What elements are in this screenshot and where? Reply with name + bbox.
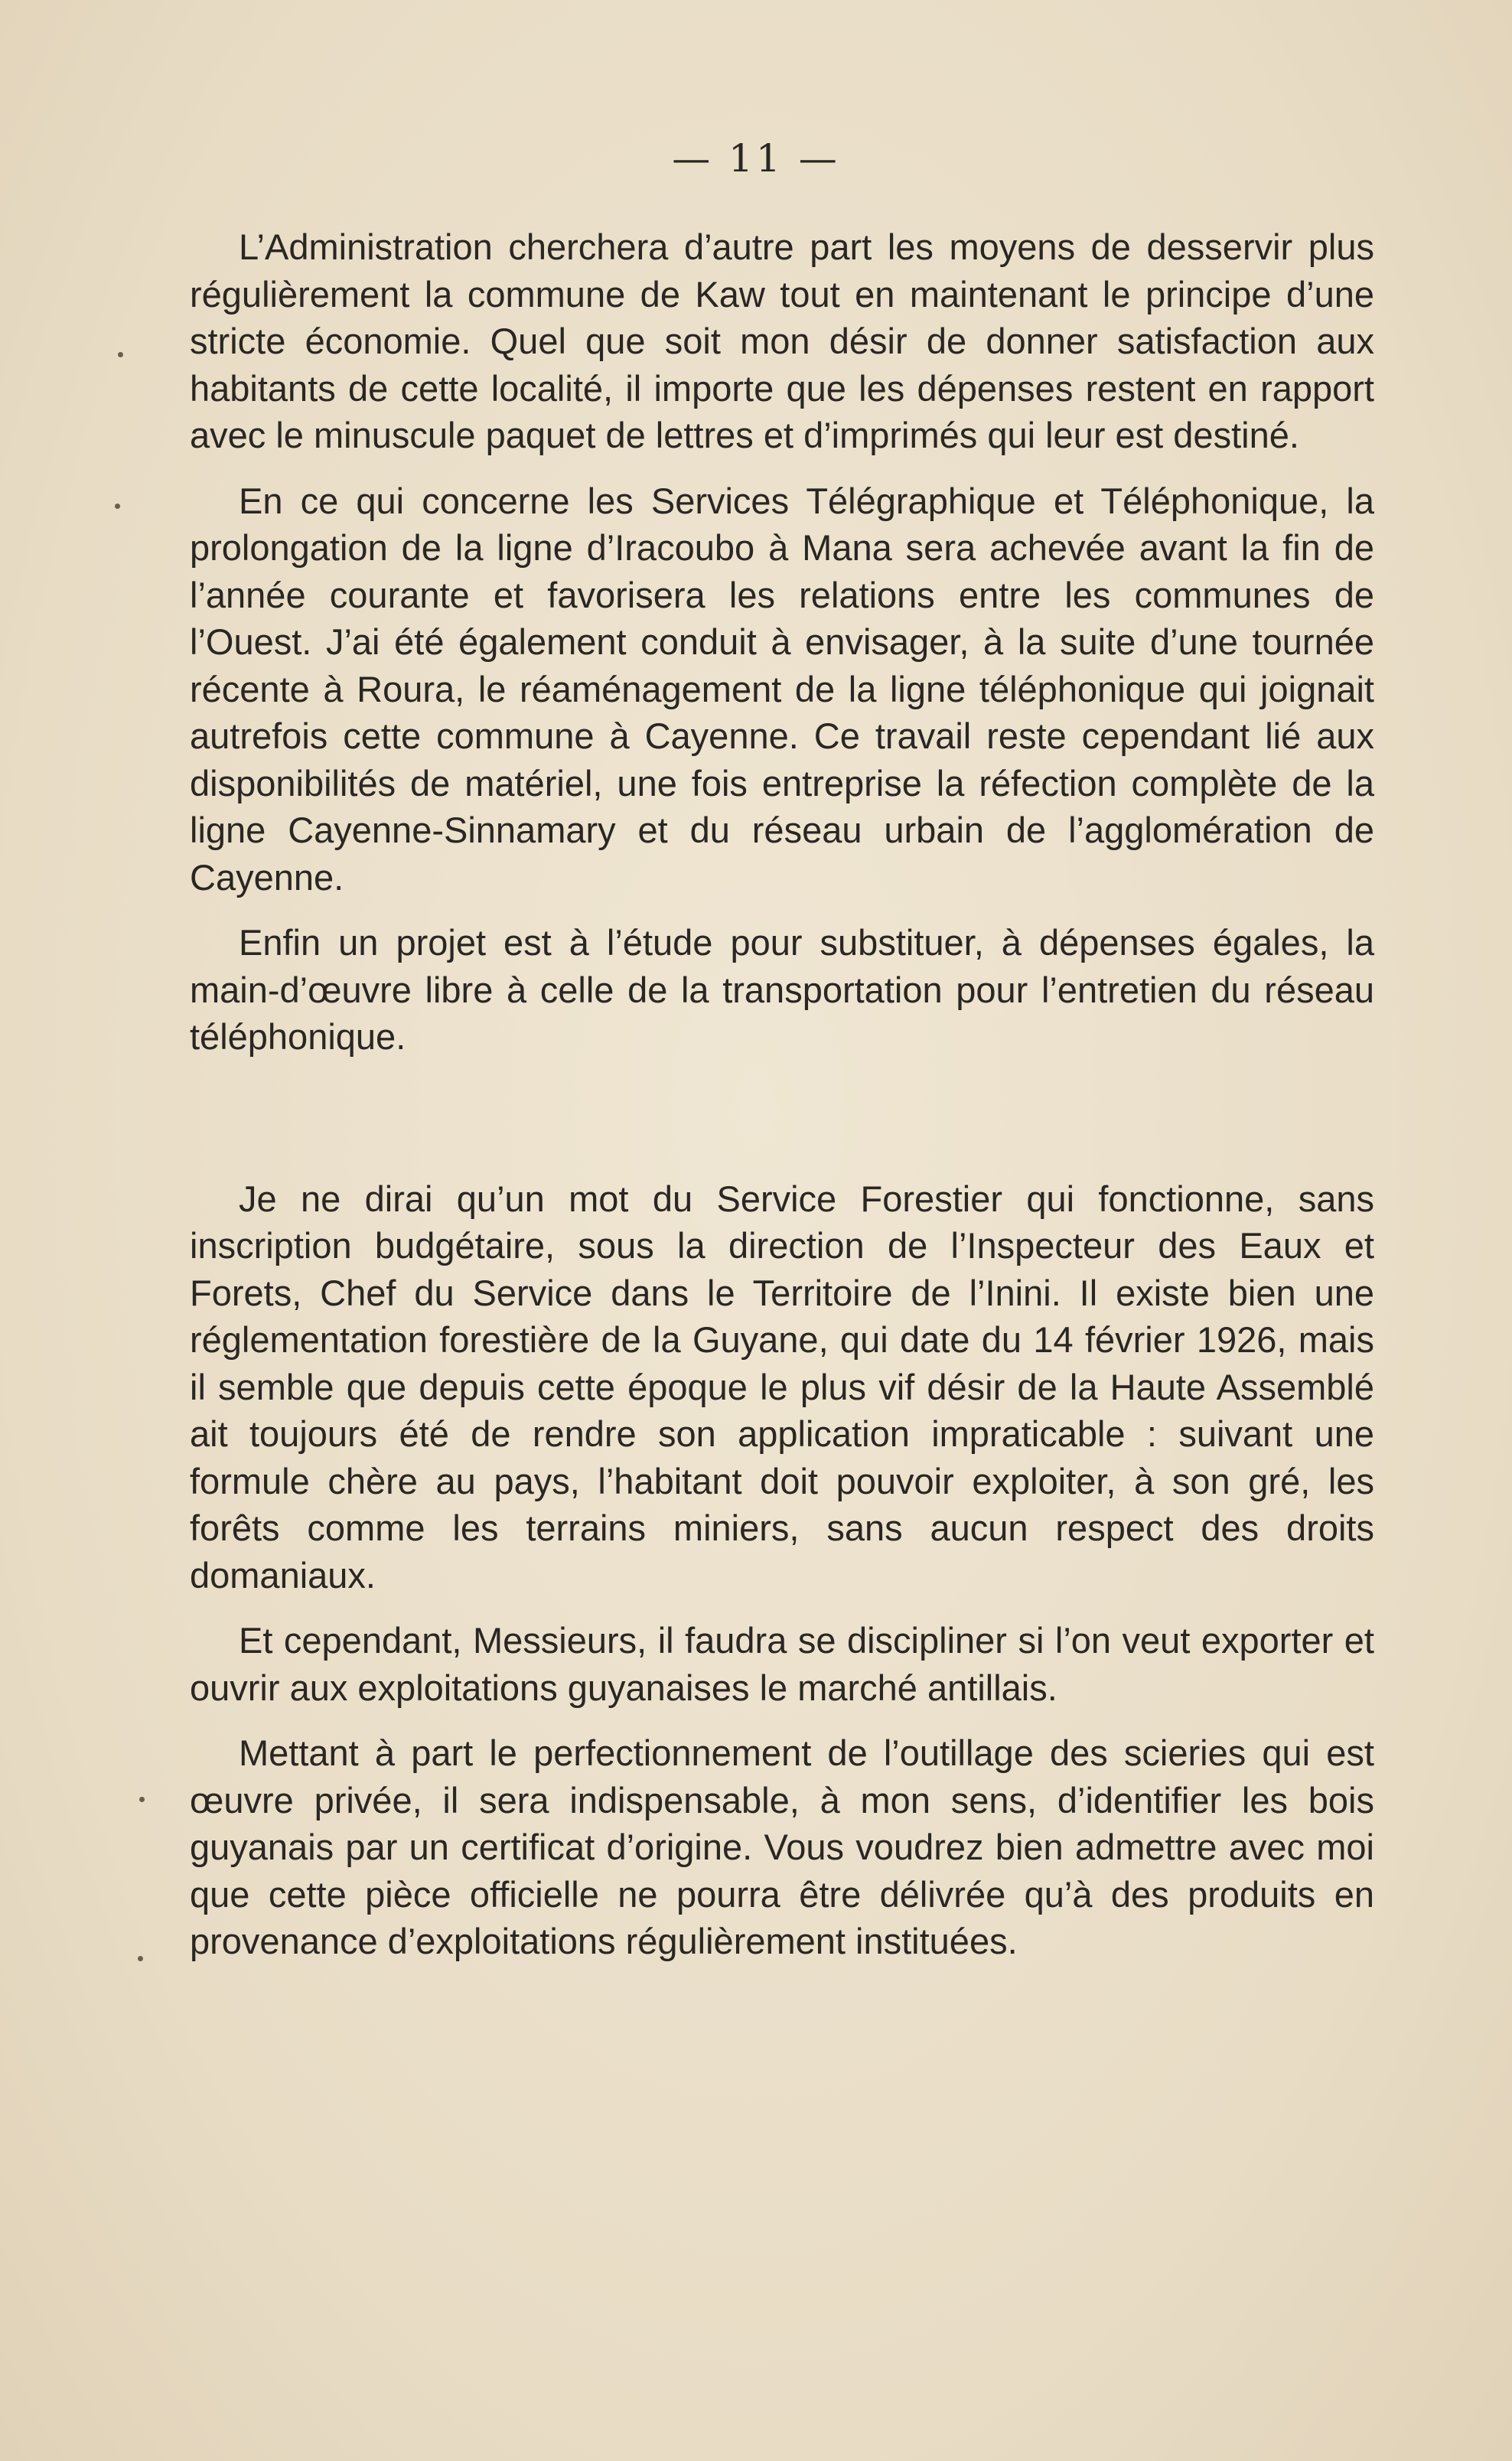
margin-mark <box>115 504 120 509</box>
margin-mark <box>138 1956 143 1961</box>
page-number: — 11 — <box>672 136 840 181</box>
paragraph-telephone-labor: Enfin un projet est à l’étude pour substituer, à dépenses égales, la main-d’œuvre libre à celle de la transportation pour l’entretien du réseau téléphonique. <box>190 922 1374 1057</box>
paragraph-discipline-export: Et cependant, Messieurs, il faudra se discipliner si l’on veut exporter et ouvrir aux exploitations guyanaises le marché antillais. <box>190 1620 1374 1708</box>
paragraph-kaw-mail: L’Administration cherchera d’autre part les moyens de desservir plus régulièrement la commune de Kaw tout en maintenant le principe d’une stricte économie. Quel que soit mon désir de donner satisfaction aux habitants de cette localité, il importe que les dépenses restent en rapport avec le minuscule paquet de lettres et d’imprimés qui leur est destiné. <box>190 227 1374 455</box>
paragraph-forest-service: Je ne dirai qu’un mot du Service Forestier qui fonctionne, sans inscription budgétaire, sous la direction de l’Inspecteur des Eaux et Forets, Chef du Service dans le Territoire de l’Inini. Il existe bien une réglementation forestière de la Guyane, qui date du 14 février 1926, mais il semble que depuis cette époque le plus vif désir de la Haute Assemblé ait toujours été de rendre son application impraticable : suivant une formule chère au pays, l’habitant doit pouvoir exploiter, à son gré, les forêts comme les terrains miniers, sans aucun respect des droits domaniaux. <box>190 1178 1374 1596</box>
margin-mark <box>139 1797 145 1802</box>
margin-mark <box>118 352 123 357</box>
paragraph-certificate-origin: Mettant à part le perfectionnement de l’outillage des scieries qui est œuvre privée, il sera indispensable, à mon sens, d’identifier les bois guyanais par un certificat d’origine. Vous voudrez bien admettre avec moi que cette pièce officielle ne pourra être délivrée qu’à des produits en provenance d’exploitations régulièrement instituées. <box>190 1732 1374 1961</box>
paragraph-telegraph-telephone: En ce qui concerne les Services Télégraphique et Téléphonique, la prolongation de la ligne d’Iracoubo à Mana sera achevée avant la fin de l’année courante et favorisera les relations entre les communes de l’Ouest. J’ai été également conduit à envisager, à la suite d’une tournée récente à Roura, le réaménagement de la ligne téléphonique qui joignait autrefois cette commune à Cayenne. Ce travail reste cependant lié aux disponibilités de matériel, une fois entreprise la réfection complète de la ligne Cayenne-Sinnamary et du réseau urbain de l’agglomération de Cayenne. <box>190 480 1374 898</box>
body-text <box>190 223 1374 1965</box>
